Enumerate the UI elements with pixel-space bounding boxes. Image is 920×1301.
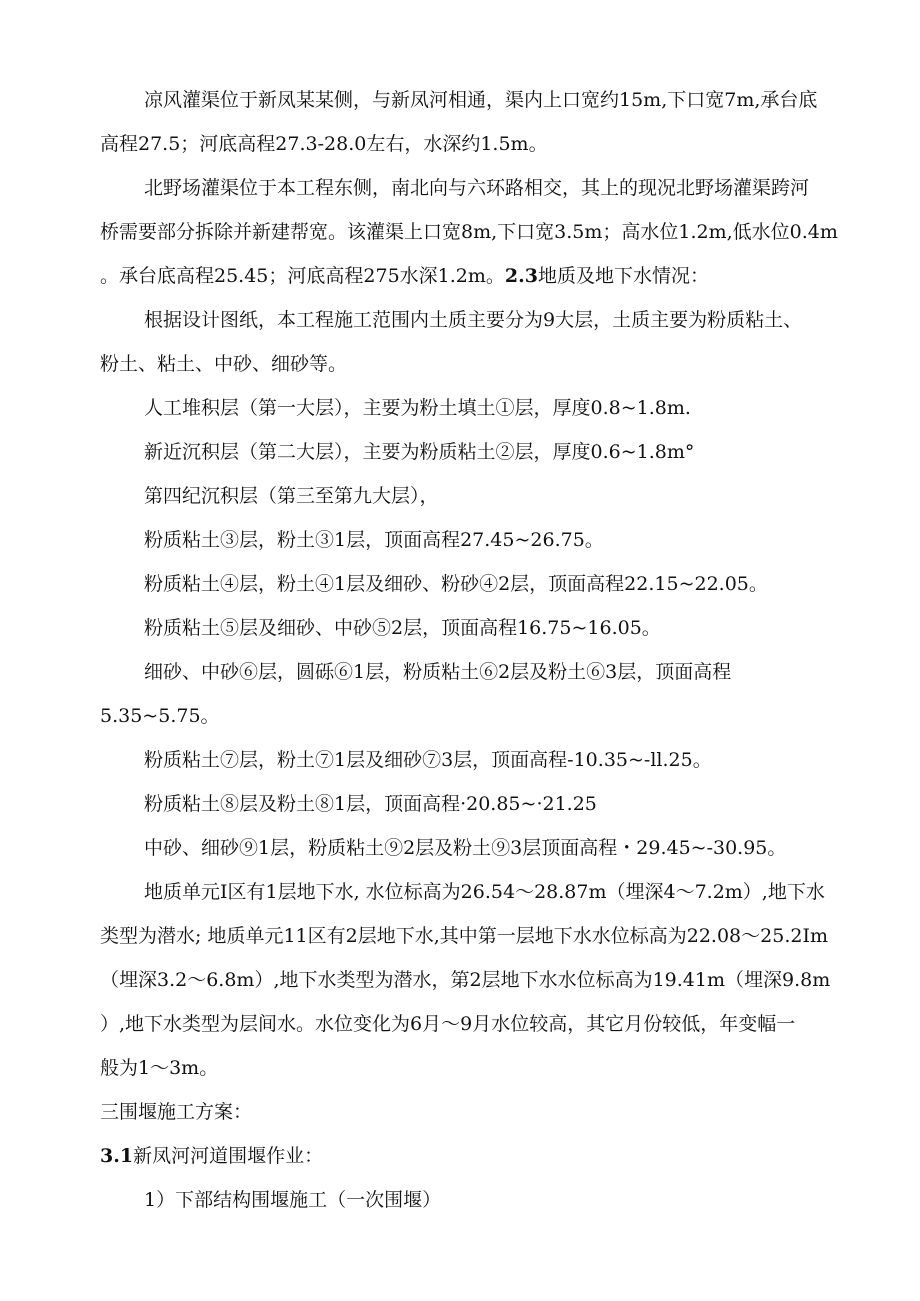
paragraph-liangfeng-line-2: 高程27.5；河底高程27.3-28.0左右，水深约1.5m。 [100, 133, 548, 155]
section-title-geology: 地质及地下水情况： [537, 265, 709, 287]
paragraph-soil-overview-line-2: 粉土、粘土、中砂、细砂等。 [100, 353, 348, 375]
section-number-3-1: 3.1 [100, 1145, 134, 1167]
heading-cofferdam-plan: 三围堰施工方案： [100, 1101, 253, 1123]
paragraph-layer-9: 中砂、细砂⑨1层，粉质粘土⑨2层及粉土⑨3层顶面高程・29.45~-30.95。 [144, 837, 787, 859]
paragraph-artificial-fill: 人工堆积层（第一大层），主要为粉土填土①层，厚度0.8~1.8m. [144, 397, 691, 419]
paragraph-groundwater-line-1: 地质单元I区有1层地下水, 水位标高为26.54～28.87m（埋深4～7.2m）,地下水 [144, 881, 825, 903]
paragraph-recent-deposit: 新近沉积层（第二大层），主要为粉质粘土②层，厚度0.6~1.8m° [144, 441, 695, 463]
paragraph-layer-3: 粉质粘土③层，粉土③1层，顶面高程27.45~26.75。 [144, 529, 604, 551]
paragraph-layer-5: 粉质粘土⑤层及细砂、中砂⑤2层，顶面高程16.75~16.05。 [144, 617, 661, 639]
paragraph-liangfeng-line-1: 凉风灌渠位于新凤某某侧，与新凤河相通，渠内上口宽约15m,下口宽7m,承台底 [144, 89, 818, 111]
paragraph-layer-7: 粉质粘土⑦层，粉土⑦1层及细砂⑦3层，顶面高程-10.35~-ll.25。 [144, 749, 712, 771]
paragraph-groundwater-line-5: 般为1～3m。 [100, 1057, 219, 1079]
paragraph-soil-overview-line-1: 根据设计图纸，本工程施工范围内土质主要分为9大层，土质主要为粉质粘土、 [144, 309, 803, 331]
paragraph-layer-6-line-1: 细砂、中砂⑥层，圆砾⑥1层，粉质粘土⑥2层及粉土⑥3层，顶面高程 [144, 661, 732, 683]
section-number-2-3: 2.3 [504, 265, 538, 287]
paragraph-layer-6-line-2: 5.35~5.75。 [100, 705, 220, 727]
list-item-substructure-cofferdam: 1）下部结构围堰施工（一次围堰） [144, 1189, 442, 1211]
paragraph-beiyechang-line-3 [100, 254, 709, 298]
paragraph-beiyechang-line-3-text: 。承台底高程25.45；河底高程275水深1.2m。 [100, 265, 505, 287]
paragraph-groundwater-line-2: 类型为潜水; 地质单元11区有2层地下水,其中第一层地下水水位标高为22.08～25.2Im [100, 925, 828, 947]
paragraph-groundwater-line-3: （埋深3.2～6.8m）,地下水类型为潜水，第2层地下水水位标高为19.41m（埋深9.8m [100, 969, 831, 991]
paragraph-layer-4: 粉质粘土④层，粉土④1层及细砂、粉砂④2层，顶面高程22.15~22.05。 [144, 573, 768, 595]
paragraph-beiyechang-line-2: 桥需要部分拆除并新建帮宽。该灌渠上口宽8m,下口宽3.5m；高水位1.2m,低水位0.4m [100, 221, 838, 243]
section-title-3-1: 新凤河河道围堰作业： [133, 1145, 324, 1167]
paragraph-quaternary: 第四纪沉积层（第三至第九大层）， [144, 485, 439, 507]
heading-3-1 [100, 1134, 323, 1178]
paragraph-layer-8: 粉质粘土⑧层及粉土⑧1层，顶面高程·20.85~·21.25 [144, 793, 597, 815]
paragraph-beiyechang-line-1: 北野场灌渠位于本工程东侧，南北向与六环路相交，其上的现况北野场灌渠跨河 [144, 177, 810, 199]
paragraph-groundwater-line-4: ）,地下水类型为层间水。水位变化为6月～9月水位较高，其它月份较低，年变幅一 [100, 1013, 796, 1035]
